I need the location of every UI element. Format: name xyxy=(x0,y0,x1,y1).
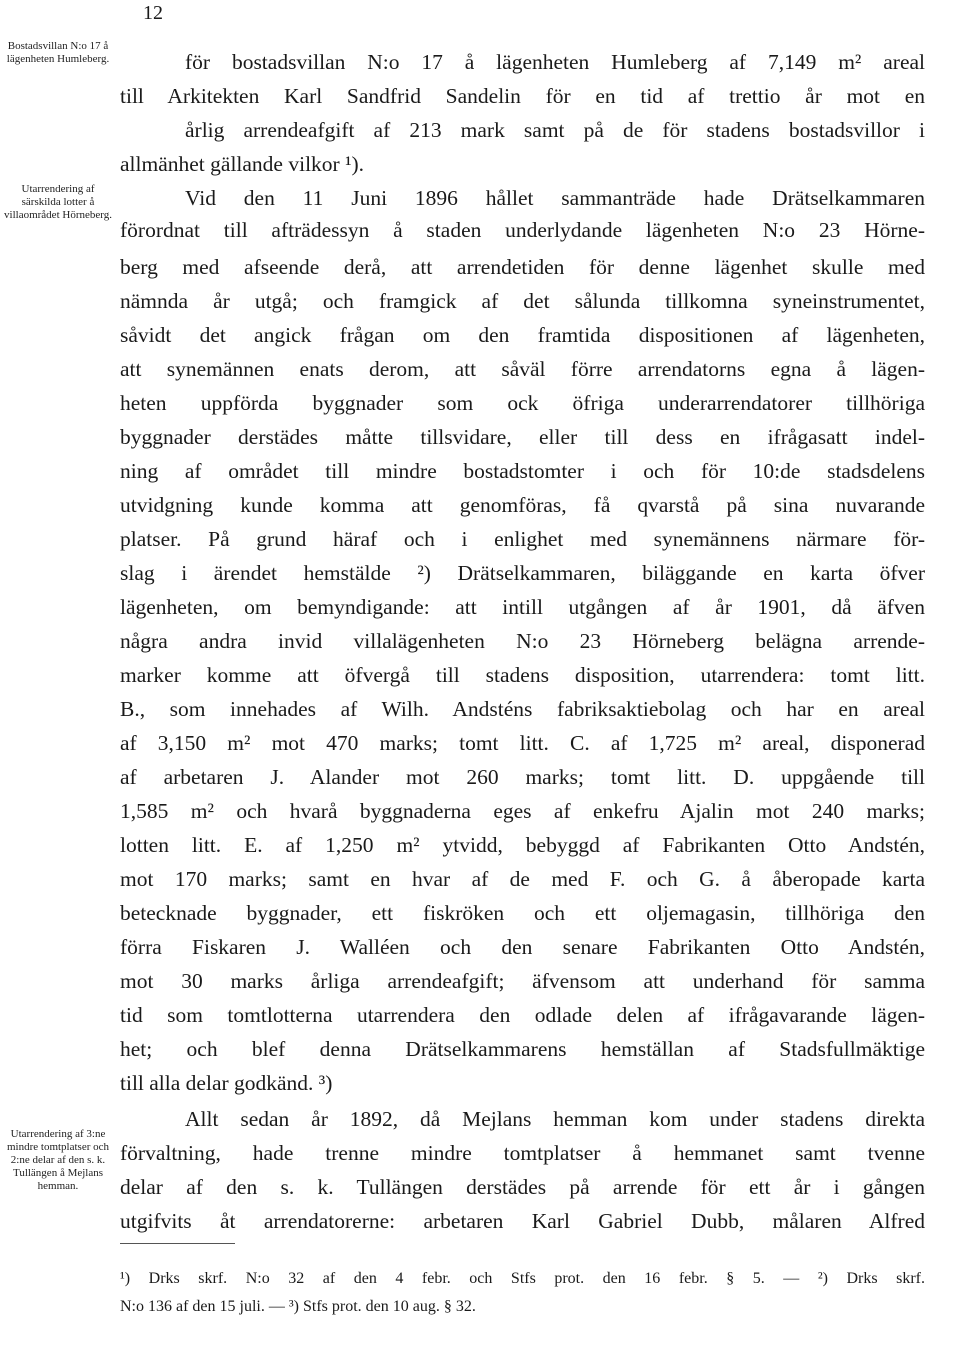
text-line: heten uppförda byggnader som ock öfriga underarrendatorer tillhöriga xyxy=(120,391,925,415)
margin-note-mejlans: Utarrendering af 3:ne mindre tomtplatser och 2:ne delar af den s. k. Tullängen å Mejlans hemman. xyxy=(6,1128,110,1192)
text-line: nämnda år utgå; och framgick af det sålunda tillkomna syneinstrumentet, xyxy=(120,289,925,313)
text-line: delar af den s. k. Tullängen derstädes på arrende för ett år i gången xyxy=(120,1175,925,1199)
text-line: het; och blef denna Drätselkammarens hemställan af Stadsfullmäktige xyxy=(120,1037,925,1061)
text-line: årlig arrendeafgift af 213 mark samt på de för stadens bostadsvillor i xyxy=(185,118,925,142)
text-line: 1,585 m² och hvarå byggnaderna eges af enkefru Ajalin mot 240 marks; xyxy=(120,799,925,823)
text-line: till alla delar godkänd. ³) xyxy=(120,1071,333,1095)
text-line: till Arkitekten Karl Sandfrid Sandelin för en tid af trettio år mot en xyxy=(120,84,925,108)
text-line: några andra invid villalägenheten N:o 23 Hörneberg belägna arrende- xyxy=(120,629,925,653)
text-line: för bostadsvillan N:o 17 å lägenheten Humleberg af 7,149 m² areal xyxy=(185,50,925,74)
page-number: 12 xyxy=(143,2,163,24)
text-line: ning af området till mindre bostadstomter i och för 10:de stadsdelens xyxy=(120,459,925,483)
text-line: förra Fiskaren J. Walléen och den senare Fabrikanten Otto Andstén, xyxy=(120,935,925,959)
text-line: utvidgning kunde komma att genomföras, få qvarstå på sina nuvarande xyxy=(120,493,925,517)
text-line: af arbetaren J. Alander mot 260 marks; tomt litt. D. uppgående till xyxy=(120,765,925,789)
text-line: såvidt det angick frågan om den framtida dispositionen af lägenheten, xyxy=(120,323,925,347)
text-line: lägenheten, om bemyndigande: att intill utgången af år 1901, då äfven xyxy=(120,595,925,619)
footnote-line: N:o 136 af den 15 juli. — ³) Stfs prot. den 10 aug. § 32. xyxy=(120,1298,476,1315)
footnote-line: ¹) Drks skrf. N:o 32 af den 4 febr. och Stfs prot. den 16 febr. § 5. — ²) Drks skrf. xyxy=(120,1270,925,1287)
text-line: marker komme att öfvergå till stadens disposition, utarrendera: tomt litt. xyxy=(120,663,925,687)
text-line: byggnader derstädes måtte tillsvidare, eller till dess en ifrågasatt indel- xyxy=(120,425,925,449)
text-line: slag i ärendet hemstälde ²) Drätselkammaren, biläggande en karta öfver xyxy=(120,561,925,585)
text-line: förvaltning, hade trenne mindre tomtplatser å hemmanet samt tvenne xyxy=(120,1141,925,1165)
text-line: förordnat till afträdessyn å staden underlydande lägenheten N:o 23 Hörne- xyxy=(120,218,925,242)
text-line: att synemännen enats derom, att såväl förre arrendatorns egna å lägen- xyxy=(120,357,925,381)
text-line: lotten litt. E. af 1,250 m² ytvidd, bebyggd af Fabrikanten Otto Andstén, xyxy=(120,833,925,857)
margin-note-humleberg: Bostadsvillan N:o 17 å lägenheten Humleberg. xyxy=(6,40,110,65)
text-line: berg med afseende derå, att arrendetiden för denne lägenhet skulle med xyxy=(120,255,925,279)
text-line: af 3,150 m² mot 470 marks; tomt litt. C. af 1,725 m² areal, disponerad xyxy=(120,731,925,755)
text-line: platser. På grund häraf och i enlighet med synemännens närmare för- xyxy=(120,527,925,551)
footnote-separator xyxy=(120,1243,235,1244)
text-line: Allt sedan år 1892, då Mejlans hemman kom under stadens direkta xyxy=(185,1107,925,1131)
text-line: tid som tomtlotterna utarrendera den odlade delen af ifrågavarande lägen- xyxy=(120,1003,925,1027)
text-line: betecknade byggnader, ett fiskröken och ett oljemagasin, tillhöriga den xyxy=(120,901,925,925)
text-line: utgifvits åt arrendatorerne: arbetaren Karl Gabriel Dubb, målaren Alfred xyxy=(120,1209,925,1233)
text-line: allmänhet gällande vilkor ¹). xyxy=(120,152,365,176)
margin-note-horneberg: Utarrendering af särskilda lotter å villaområdet Hörneberg. xyxy=(4,183,112,221)
text-line: mot 30 marks årliga arrendeafgift; äfvensom att underhand för samma xyxy=(120,969,925,993)
text-line: mot 170 marks; samt en hvar af de med F. och G. å åberopade karta xyxy=(120,867,925,891)
text-line: B., som innehades af Wilh. Andsténs fabriksaktiebolag och har en areal xyxy=(120,697,925,721)
text-line: Vid den 11 Juni 1896 hållet sammanträde hade Drätselkammaren xyxy=(185,186,925,210)
